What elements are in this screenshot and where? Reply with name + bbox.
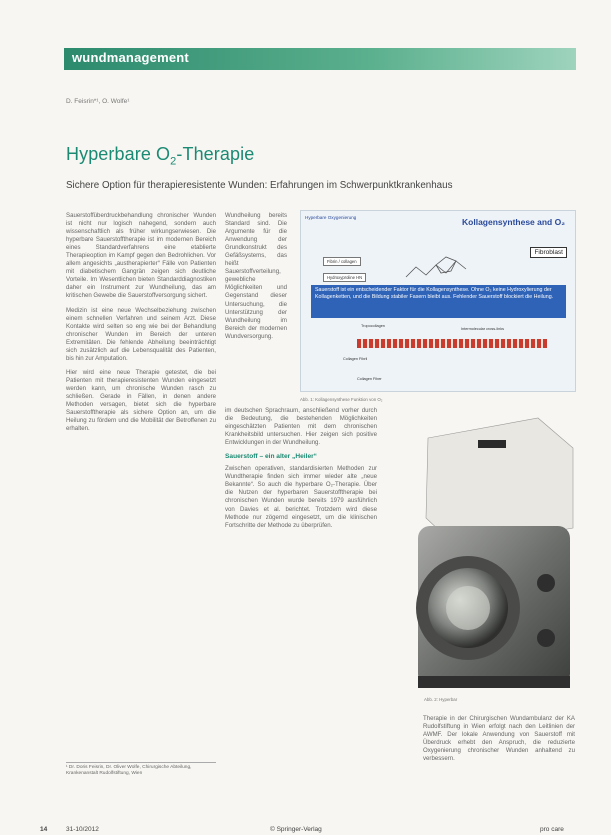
figure-note-fibril: Collagen Fibril — [343, 357, 368, 361]
paragraph: Wundheilung bereits Standard sind. Die Argumente für die Anwendung der Grundkonstrukt des Gefäßsystems, das heißt Sauerstoffverteilung, gewebliche Möglichkeiten und Gegenstand dieser Untersuchung, die Unterstützung der Wundheilung im Bereich der modernen Wundversorgung. — [225, 212, 287, 340]
figure-note-fiber: Collagen Fiber — [357, 377, 382, 381]
publisher-label: © Springer-Verlag — [270, 826, 322, 833]
section-heading: Sauerstoff – ein alter „Heiler“ — [225, 453, 317, 461]
figure-box-hydroxyproline: Hydroxyproline HN — [323, 273, 366, 282]
molecule-icon — [401, 247, 481, 283]
title-subscript: 2 — [170, 155, 177, 168]
figure-1-caption: Abb. 1: Kollagensynthese Funktion von O₂ — [300, 397, 383, 402]
paragraph: im deutschen Sprachraum, anschließend vorher durch die Bedeutung, die bestehenden Möglichkeiten eingeschätzten Patienten mit dem chronischen Krankheitsbild untersuchen. Hier zeigen sich positive Entwicklungen in der Wundheilung. — [225, 407, 377, 447]
figure-title: Kollagensynthese and O₂ — [462, 217, 565, 227]
section-label: wundmanagement — [72, 50, 189, 65]
footnote: ¹ Dr. Doris Feisrin, Dr. Oliver Wolfe, Chirurgische Abteilung, Krankenanstalt Rudolfstiftung, Wien — [66, 762, 216, 777]
title-main: Hyperbare O — [66, 144, 171, 164]
collagen-strand-bar — [357, 339, 547, 348]
collagen-figure — [300, 210, 576, 392]
text-column-1 — [66, 212, 216, 439]
text-column-4 — [423, 715, 575, 769]
paragraph: Medizin ist eine neue Wechselbeziehung zwischen einem schnellen Verfahren und seinem Arzt. Diese Kontakte wird selten so eng wie bei der Behandlung chronischer Wunden im Bereich der unteren Extremitäten. Die fehlende Abheilung beeinträchtigt sich zusätzlich auf die Lebensqualität des Patienten, bis hin zur Amputation. — [66, 306, 216, 362]
figure-box-collagen: Fibrin / collagen — [323, 257, 361, 266]
issue-label: 31-10/2012 — [66, 826, 99, 833]
text-column-3 — [225, 407, 377, 536]
text-column-2 — [225, 212, 287, 347]
paragraph: Sauerstoffüberdruckbehandlung chronischer Wunden ist nicht nur logisch nahegend, sondern auch wissenschaftlich als früher wirkungserwiesen. Die hyperbare Sauerstofftherapie ist im modernen Bereich eines Standardverfahrens eine etablierte Therapieoption im Kampf gegen den Bedrohlichen. Vor allem angesichts „austherapierter“ Fälle von Patienten mit diabetischem Gangrän zeigen sich deutliche Vorteile. Im Wesentlichen bieten Standarddiagnostiken daher ein Instrument zur Wundheilung, das am kritischen Gewebe die Sauerstoffversorgung sichert. — [66, 212, 216, 300]
fibroblast-label: Fibroblast — [530, 247, 567, 258]
figure-info-box: Sauerstoff ist ein entscheidender Faktor für die Kollagensynthese. Ohne O₂ keine Hydroxylierung der Kollagenketten, und die Bildung stabiler Fasern bleibt aus. Fehlender Sauerstoff blockiert die Heilung. — [311, 285, 566, 318]
authors: D. Feisrin*¹, O. Wolfe¹ — [66, 98, 130, 105]
title-rest: -Therapie — [176, 144, 255, 164]
paragraph: Therapie in der Chirurgischen Wundambulanz der KA Rudolfstiftung in Wien erfolgt nach den Leitlinien der AWMF. Der lokale Anwendung von Sauerstoff mit Überdruck erhebt den Anspruch, die reduzierte Oxygenierung chronischer Wunden anhaltend zu verbessern. — [423, 715, 575, 763]
paragraph: Zwischen operativen, standardisierten Methoden zur Wundtherapie finden sich immer wieder alte „neue Bekannte“. So auch die hyperbare O₂-Therapie. Über die Nutzen der hyperbaren Sauerstofftherapie bei chronischen Wunden wurde bereits 1979 ausführlich von Davies et al. berichtet. Trotzdem wird diese Methode nur zögernd eingesetzt, um die klinischen Fortschritte der Methode zu überprüfen. — [225, 465, 377, 529]
section-header-bar — [64, 48, 576, 70]
figure-subtitle: Hyperbare Oxygenierung — [305, 215, 357, 220]
paragraph: Hier wird eine neue Therapie getestet, die bei Patienten mit therapieresistenten Wunden eingesetzt werden kann, um chronische Wunden rasch zu schließen. Gerade in Fällen, in denen andere Methoden versagen, bietet sich die hyperbare Sauerstofftherapie als sichere Option an, um die Heilung zu fördern und die Mobilität der Betroffenen zu erhalten. — [66, 368, 216, 433]
page-number: 14 — [40, 826, 48, 833]
article-title — [66, 144, 254, 168]
figure-2-caption: Abb. 2: Hyperbar — [424, 697, 458, 702]
article-subtitle: Sichere Option für therapieresistente Wunden: Erfahrungen im Schwerpunktkrankenhaus — [66, 180, 453, 191]
figure-note-tropocollagen: Tropocollagen — [361, 324, 385, 328]
journal-label: pro care — [540, 826, 564, 833]
hyperbaric-device-image — [388, 408, 576, 693]
figure-note-crosslinks: Intermolecular cross-links — [461, 327, 505, 331]
